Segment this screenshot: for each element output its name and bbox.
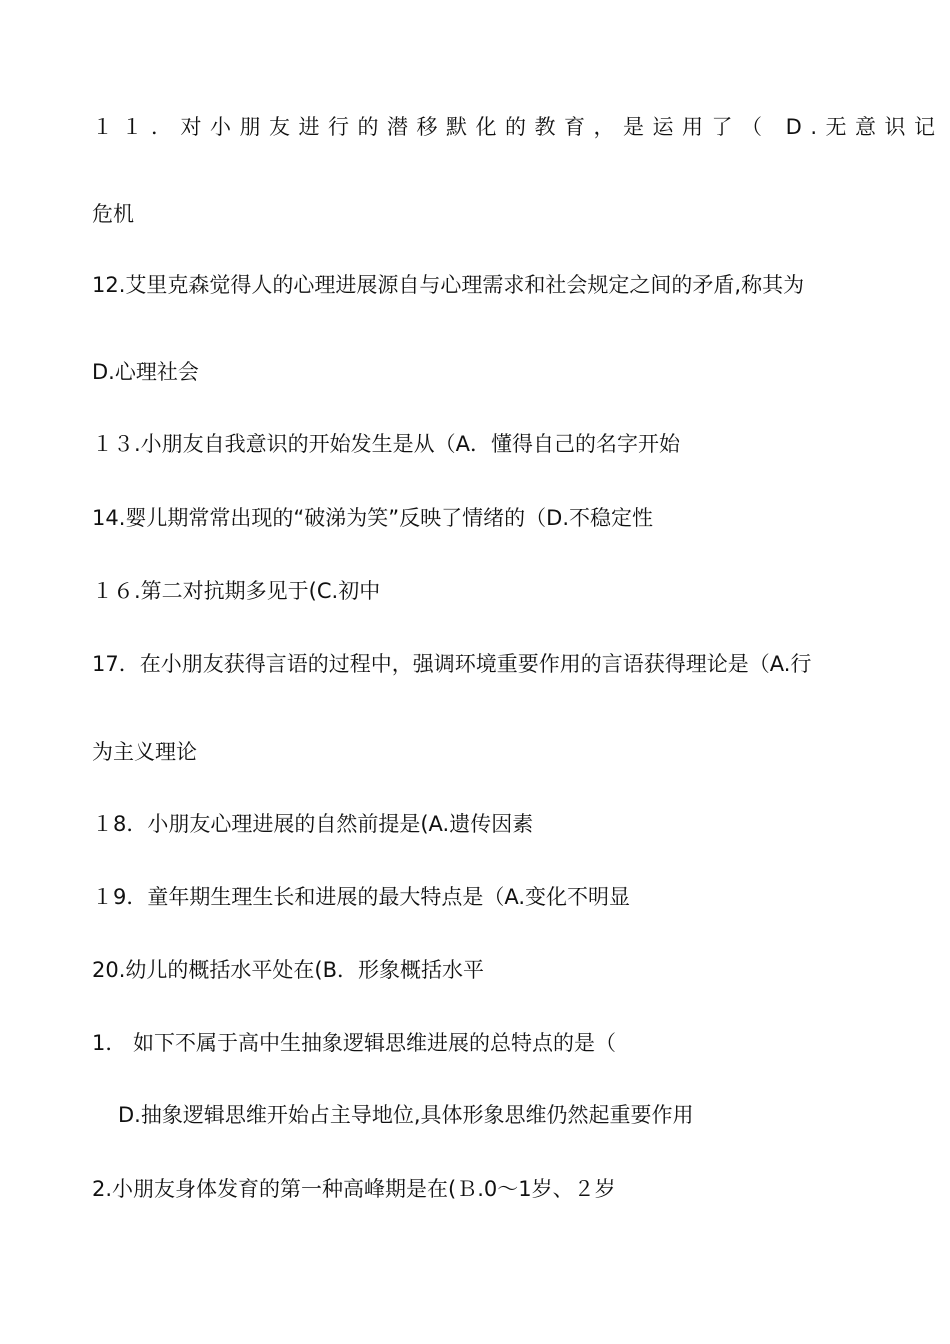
text-line-question-1-answer: D.抽象逻辑思维开始占主导地位,具体形象思维仍然起重要作用 [118,1103,694,1127]
text-line-item-18: １8．小朋友心理进展的自然前提是(A.遗传因素 [92,812,534,836]
text-line-question-2: 2.小朋友身体发育的第一种高峰期是在(Ｂ.0～1岁、２岁 [92,1177,616,1201]
text-line-item-17-continued: 为主义理论 [92,740,197,764]
text-line-question-1: 1． 如下不属于高中生抽象逻辑思维进展的总特点的是（ [92,1031,617,1055]
text-line-item-12: 12.艾里克森觉得人的心理进展源自与心理需求和社会规定之间的矛盾,称其为 [92,273,805,297]
text-line-item-13: １３.小朋友自我意识的开始发生是从（A．懂得自己的名字开始 [92,432,681,456]
text-line-item-20: 20.幼儿的概括水平处在(B．形象概括水平 [92,958,484,982]
text-line-item-16: １６.第二对抗期多见于(C.初中 [92,579,381,603]
text-line-item-17: 17．在小朋友获得言语的过程中，强调环境重要作用的言语获得理论是（A.行 [92,652,812,676]
text-line-item-14: 14.婴儿期常常出现的“破涕为笑”反映了情绪的（D.不稳定性 [92,506,653,530]
text-line-item-12-continued: D.心理社会 [92,360,199,384]
text-line-item-11: １１．对小朋友进行的潜移默化的教育，是运用了（ D.无意识记 [92,115,944,139]
text-line-item-11-continued: 危机 [92,202,134,226]
text-line-item-19: １9．童年期生理生长和进展的最大特点是（A.变化不明显 [92,885,631,909]
